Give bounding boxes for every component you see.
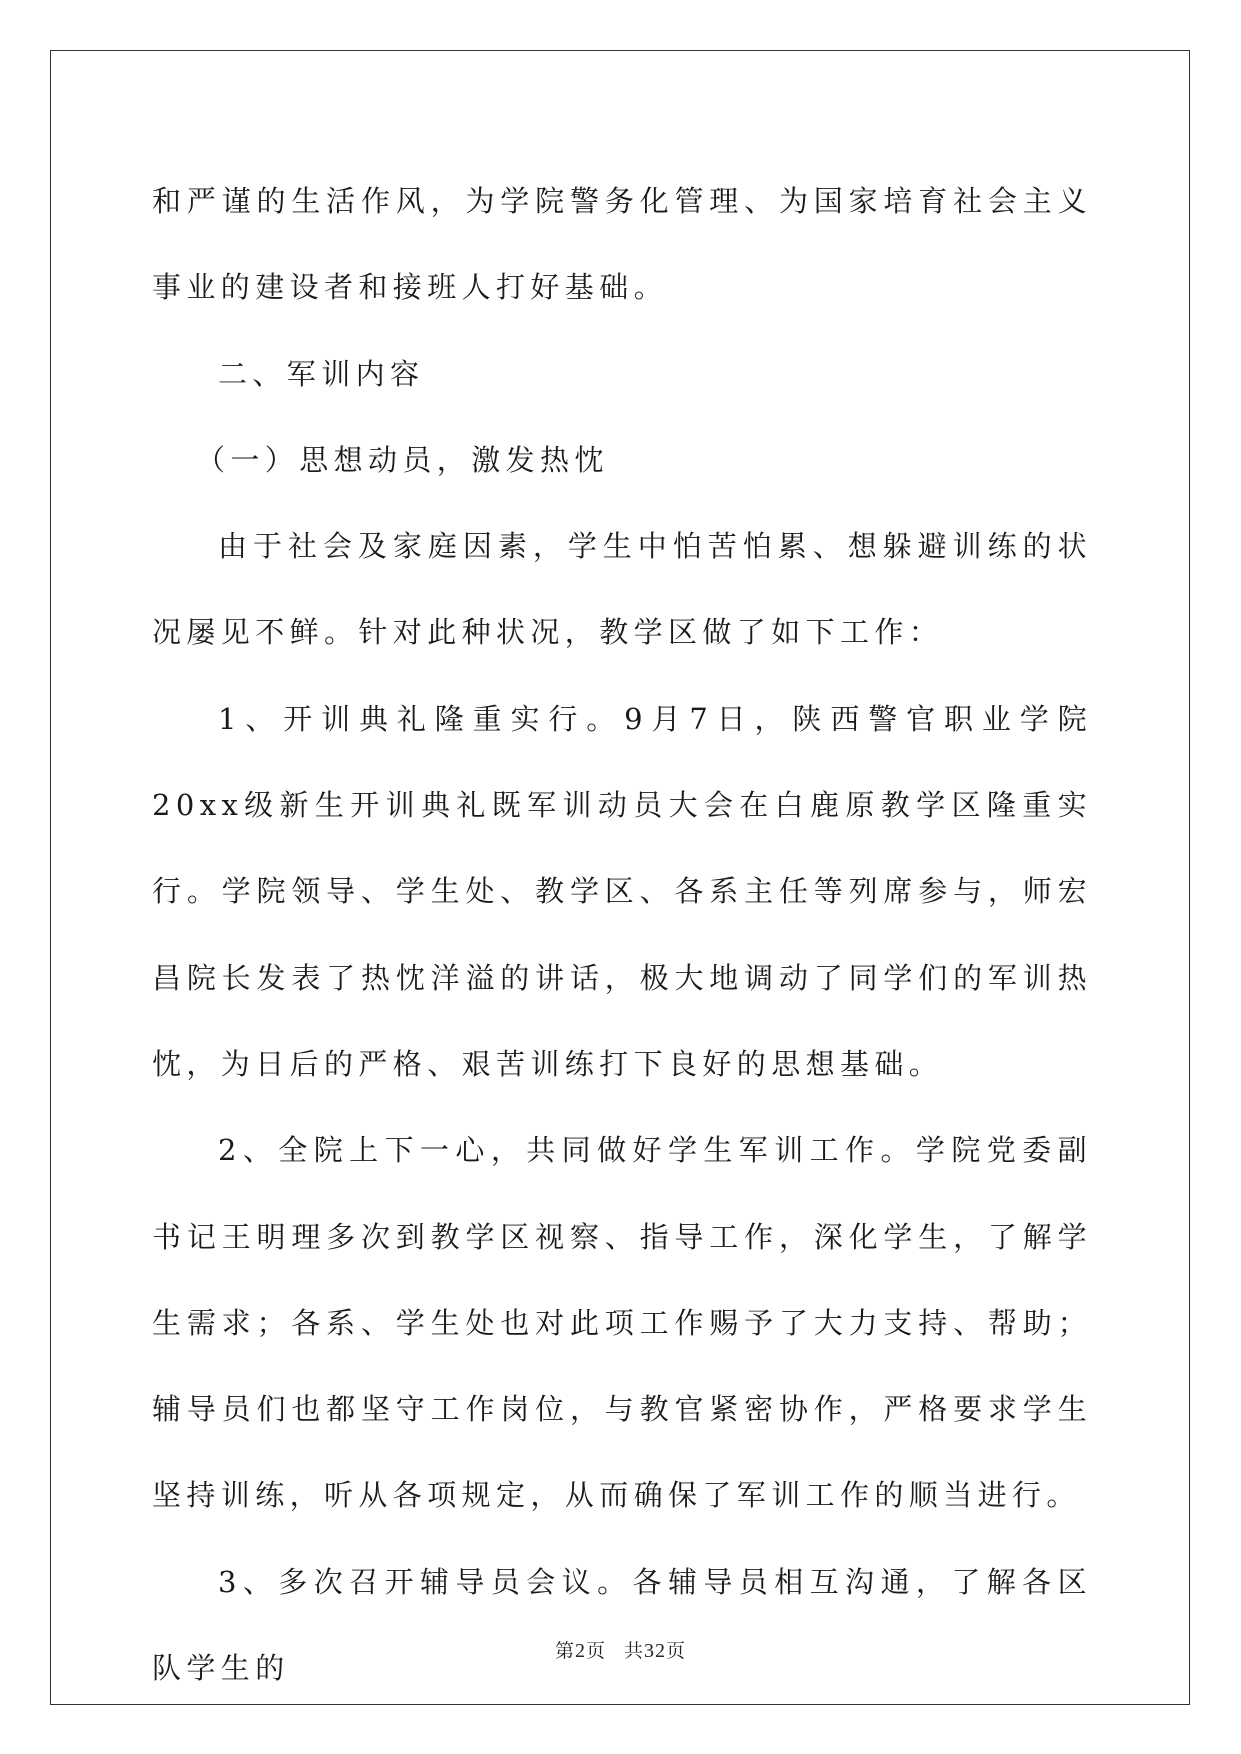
paragraph-continuation: 和严谨的生活作风，为学院警务化管理、为国家培育社会主义事业的建设者和接班人打好基础。	[152, 184, 1092, 305]
paragraph-item-3: 3、多次召开辅导员会议。各辅导员相互沟通，了解各区队学生的	[152, 1564, 1092, 1686]
document-body	[152, 158, 1092, 1711]
footer-page-number: 2	[574, 1640, 586, 1662]
footer-total-suffix: 页	[666, 1640, 687, 1662]
page-footer	[0, 1636, 1241, 1663]
footer-total-prefix: 共	[624, 1640, 645, 1662]
paragraph-item-2: 2、全院上下一心，共同做好学生军训工作。学院党委副书记王明理多次到教学区视察、指导工作，深化学生，了解学生需求；各系、学生处也对此项工作赐予了大力支持、帮助；辅导员们也都坚守工作岗位，与教官紧密协作，严格要求学生坚持训练，听从各项规定，从而确保了军训工作的顺当进行。	[152, 1133, 1092, 1513]
paragraph-intro: 由于社会及家庭因素，学生中怕苦怕累、想躲避训练的状况屡见不鲜。针对此种状况，教学区做了如下工作：	[152, 529, 1092, 650]
section-heading-military-training-content: 二、军训内容	[218, 356, 425, 391]
footer-page-suffix: 页	[585, 1640, 606, 1662]
subsection-heading-mobilization: （一）思想动员，激发热忱	[196, 442, 609, 477]
paragraph-item-1: 1、开训典礼隆重实行。9月7日，陕西警官职业学院20xx级新生开训典礼既军训动员大会在白鹿原教学区隆重实行。学院领导、学生处、教学区、各系主任等列席参与，师宏昌院长发表了热忱洋溢的讲话，极大地调动了同学们的军训热忱，为日后的严格、艰苦训练打下良好的思想基础。	[152, 701, 1092, 1081]
footer-total-pages: 32	[644, 1640, 667, 1662]
footer-page-prefix: 第	[554, 1640, 575, 1662]
